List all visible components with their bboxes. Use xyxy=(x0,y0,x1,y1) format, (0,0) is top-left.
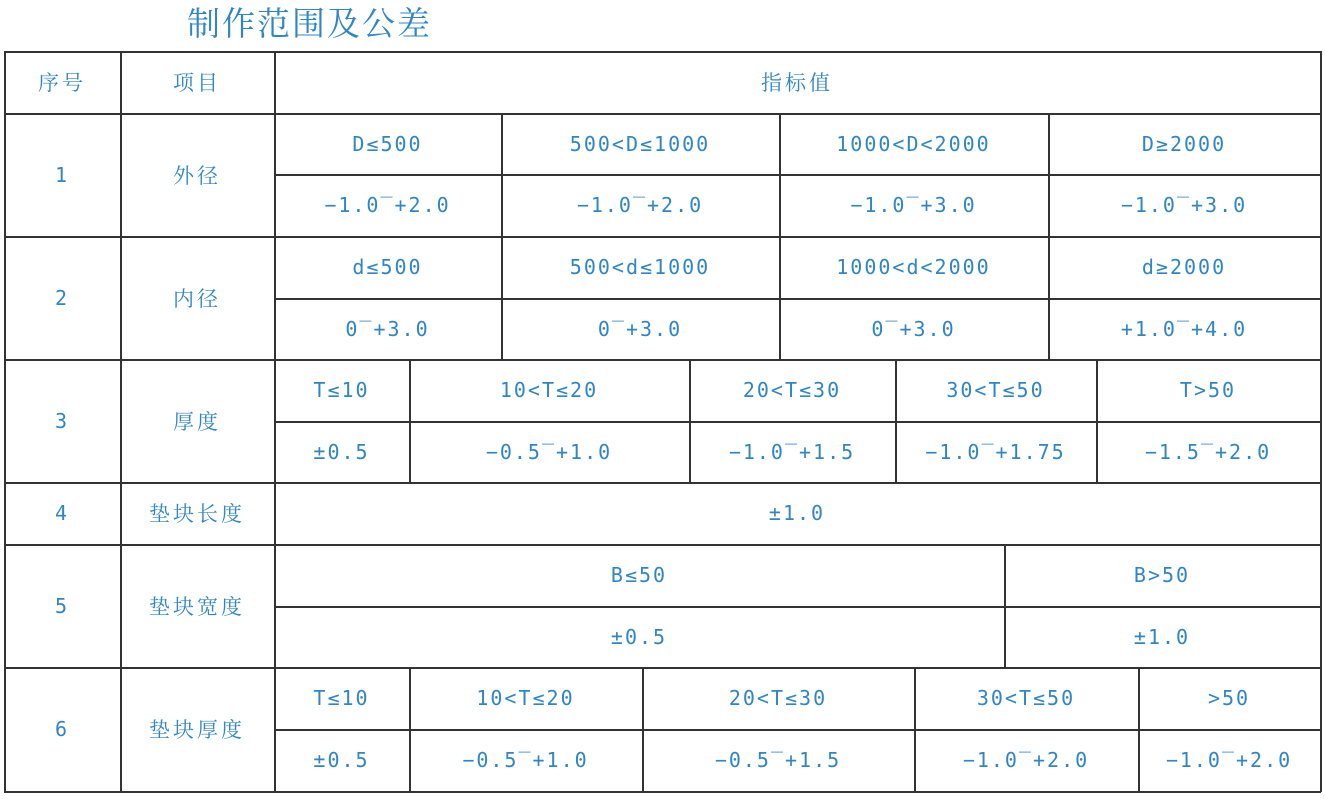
tolerance-cell: −1.0‾+3.0 xyxy=(850,193,977,217)
row-item: 垫块长度 xyxy=(149,502,245,526)
range-cell: 20<T≤30 xyxy=(728,686,828,710)
row-item: 垫块厚度 xyxy=(149,718,245,742)
header-no: 序号 xyxy=(38,71,86,95)
range-cell: 1000<d<2000 xyxy=(836,255,991,279)
tolerance-cell: ±1.0 xyxy=(768,501,826,525)
tolerance-cell: −0.5‾+1.0 xyxy=(462,748,589,772)
grid-line xyxy=(4,791,1321,793)
row-number: 5 xyxy=(54,593,70,618)
range-cell: 30<T≤50 xyxy=(976,686,1076,710)
tolerance-cell: −0.5‾+1.5 xyxy=(714,748,842,772)
row-number: 1 xyxy=(54,162,70,187)
tolerance-cell: −1.0‾+2.0 xyxy=(962,748,1090,772)
tolerance-cell: −1.0‾+2.0 xyxy=(324,193,451,217)
range-cell: 10<T≤20 xyxy=(476,686,575,710)
range-cell: d≤500 xyxy=(352,255,423,279)
range-cell: >50 xyxy=(1207,686,1251,710)
range-cell: B>50 xyxy=(1133,563,1191,587)
tolerance-cell: −1.0‾+3.0 xyxy=(1120,193,1248,217)
range-cell: 20<T≤30 xyxy=(742,378,842,402)
range-cell: T≤10 xyxy=(313,686,370,710)
row-item: 外径 xyxy=(173,163,221,188)
tolerance-cell: +1.0‾+4.0 xyxy=(1120,316,1248,341)
row-number: 2 xyxy=(54,285,70,310)
tolerance-cell: −0.5‾+1.0 xyxy=(485,439,613,464)
row-item: 内径 xyxy=(173,286,221,311)
row-item: 垫块宽度 xyxy=(149,594,245,619)
tolerance-cell: 0‾+3.0 xyxy=(345,316,430,341)
range-cell: B≤50 xyxy=(610,563,668,587)
header-item: 项目 xyxy=(173,71,221,95)
tolerance-cell: ±0.5 xyxy=(313,748,370,772)
range-cell: T>50 xyxy=(1179,378,1237,402)
range-cell: D≥2000 xyxy=(1141,131,1227,156)
tolerance-cell: −1.0‾+2.0 xyxy=(1165,748,1293,772)
tolerance-cell: ±1.0 xyxy=(1133,624,1191,649)
range-cell: 10<T≤20 xyxy=(499,378,599,402)
range-cell: 500<D≤1000 xyxy=(569,131,711,156)
tolerance-cell: ±0.5 xyxy=(313,439,370,464)
row-number: 4 xyxy=(54,501,70,525)
range-cell: 1000<D<2000 xyxy=(836,131,991,156)
row-item: 厚度 xyxy=(173,409,221,434)
range-cell: 500<d≤1000 xyxy=(569,255,711,279)
tolerance-cell: ±0.5 xyxy=(610,624,668,649)
range-cell: T≤10 xyxy=(313,378,370,402)
header-value: 指标值 xyxy=(761,71,833,95)
range-cell: D≤500 xyxy=(352,131,423,156)
tolerance-cell: −1.0‾+1.75 xyxy=(925,439,1066,464)
range-cell: 30<T≤50 xyxy=(946,378,1045,402)
tolerance-cell: −1.0‾+1.5 xyxy=(728,439,856,464)
table-title: 制作范围及公差 xyxy=(187,4,432,43)
range-cell: d≥2000 xyxy=(1141,255,1227,279)
grid-line xyxy=(1320,51,1322,792)
tolerance-cell: −1.0‾+2.0 xyxy=(576,193,704,217)
tolerance-cell: 0‾+3.0 xyxy=(871,316,956,341)
tolerance-cell: 0‾+3.0 xyxy=(597,316,683,341)
row-number: 6 xyxy=(54,717,70,741)
tolerance-cell: −1.5‾+2.0 xyxy=(1144,439,1272,464)
row-number: 3 xyxy=(54,408,70,433)
